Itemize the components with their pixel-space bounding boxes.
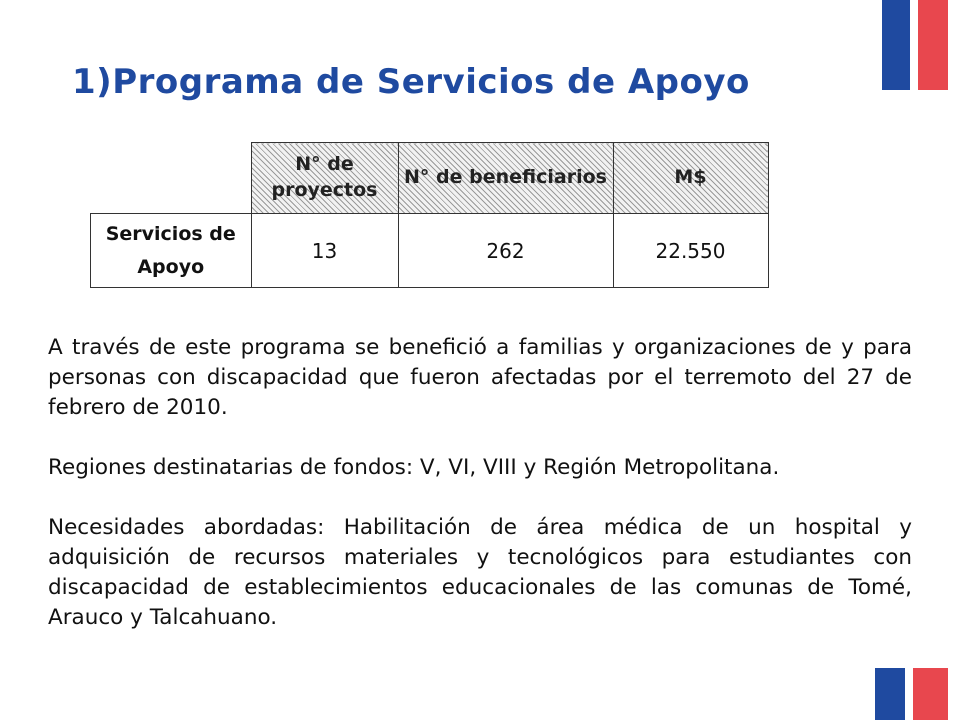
header-amount: M$ — [613, 143, 768, 214]
header-beneficiaries: N° de beneficiarios — [398, 143, 613, 214]
cell-beneficiaries: 262 — [398, 214, 613, 288]
page-title: 1)Programa de Servicios de Apoyo — [72, 62, 750, 102]
flag-decoration-top — [882, 0, 948, 90]
flag-red-band — [913, 668, 948, 720]
row-label: Servicios de Apoyo — [91, 214, 252, 288]
program-table — [90, 142, 769, 288]
flag-red-band — [918, 0, 948, 90]
table-row — [91, 214, 769, 288]
cell-amount: 22.550 — [613, 214, 768, 288]
table-header-row — [91, 143, 769, 214]
cell-projects: 13 — [251, 214, 398, 288]
flag-white-band — [905, 668, 913, 720]
flag-decoration-bottom — [875, 668, 948, 720]
flag-white-band — [910, 0, 918, 90]
header-projects: N° de proyectos — [251, 143, 398, 214]
body-text — [48, 333, 912, 633]
paragraph-description: A través de este programa se benefició a familias y organizaciones de y para personas con discapacidad que fueron afectadas por el terremoto del 27 de febrero de 2010. — [48, 335, 912, 420]
paragraph-regions: Regiones destinatarias de fondos: V, VI, VIII y Región Metropolitana. — [48, 455, 780, 480]
flag-blue-band — [882, 0, 910, 90]
flag-blue-band — [875, 668, 905, 720]
table-corner-cell — [91, 143, 252, 214]
paragraph-needs: Necesidades abordadas: Habilitación de área médica de un hospital y adquisición de recursos materiales y tecnológicos para estudiantes con discapacidad de establecimientos educacionales de las comunas de Tomé, Arauco y Talcahuano. — [48, 515, 912, 630]
